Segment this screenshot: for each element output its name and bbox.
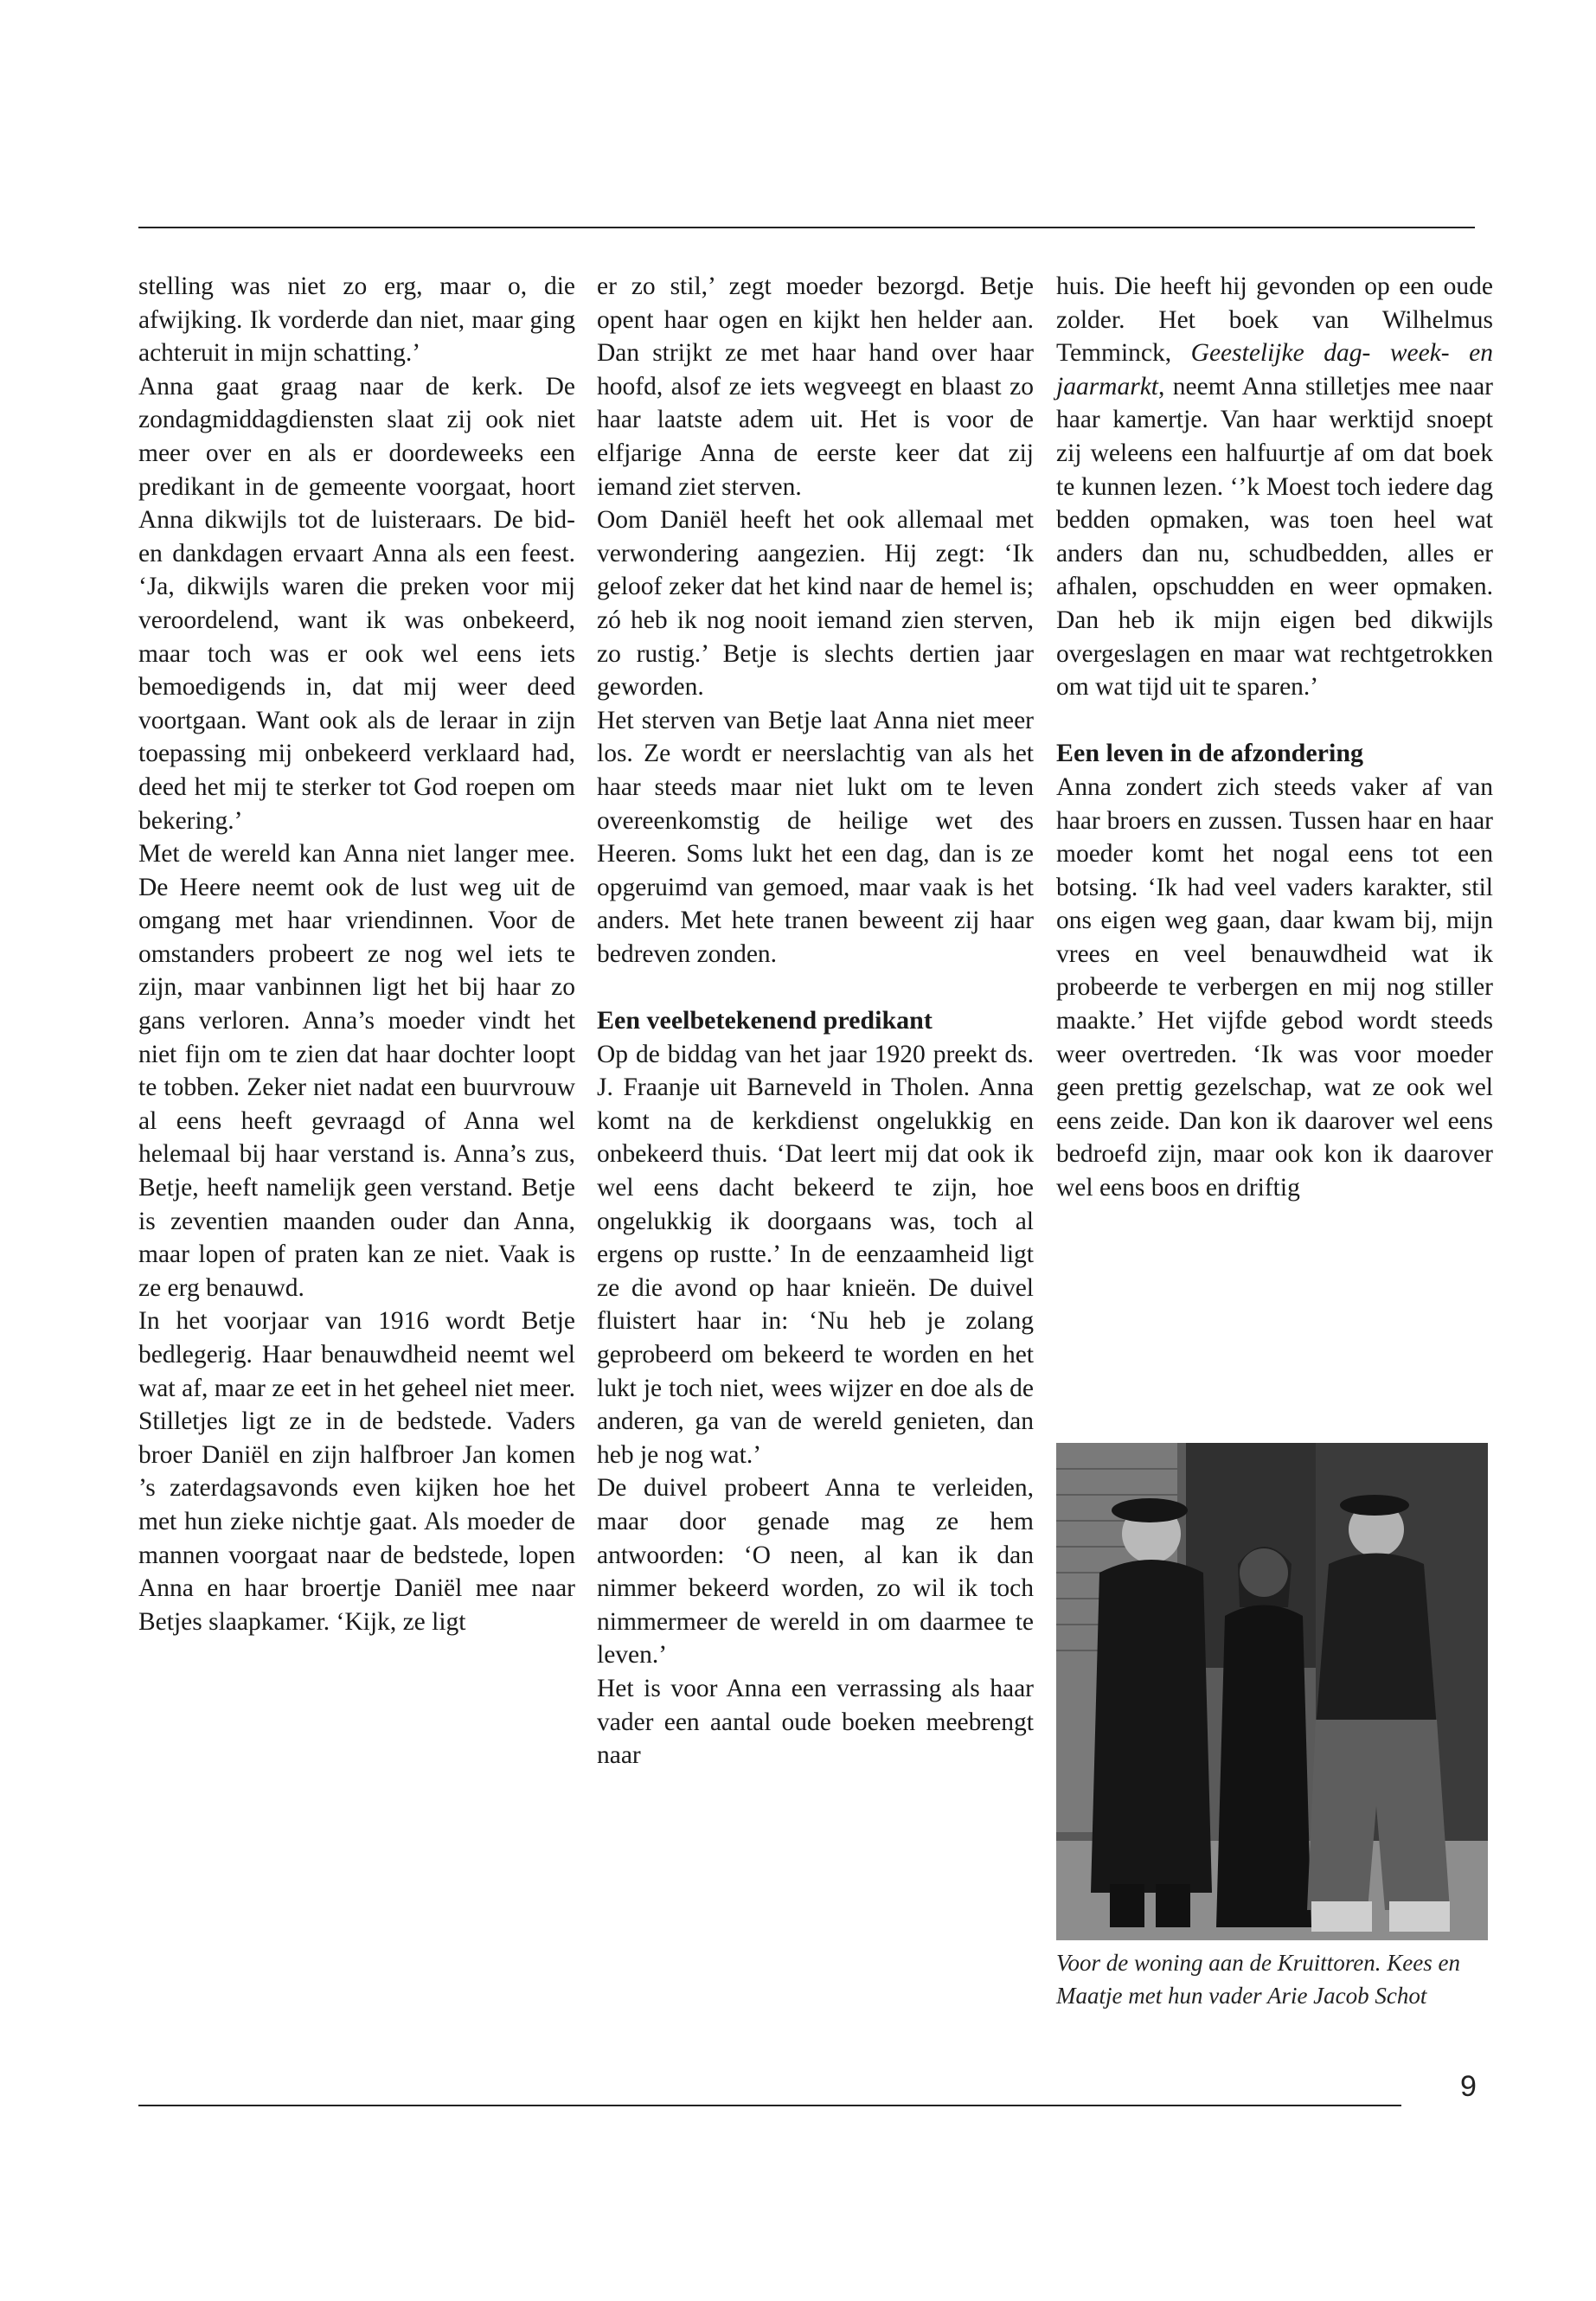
footer-rule bbox=[138, 2105, 1401, 2106]
paragraph: De duivel probeert Anna te verleiden, maar door genade mag ze hem antwoorden: ‘O neen, al kan ik dan nimmer bekeerd worden, zo wil ik toch nimmermeer de wereld in om daarmee te leven.’ bbox=[597, 1474, 1034, 1670]
section-gap bbox=[597, 971, 1034, 1004]
paragraph: Oom Daniël heeft het ook allemaal met verwondering aangezien. Hij zegt: ‘Ik geloof zeker dat het kind naar de hemel is; zó heb ik nog nooit iemand zien sterven, zo rustig.’ Betje is slechts dertien jaar geworden. bbox=[597, 506, 1034, 702]
paragraph: Het is voor Anna een verrassing als haar vader een aantal oude boeken meebrengt naar bbox=[597, 1674, 1034, 1770]
paragraph: Het sterven van Betje laat Anna niet meer los. Ze wordt er neerslachtig van als het haar steeds maar niet lukt om te leven overeenkomstig de heilige wet des Heeren. Soms lukt het een dag, dan is ze opgeruimd van gemoed, maar vaak is het anders. Met hete tranen beweent zij haar bedreven zonden. bbox=[597, 706, 1034, 968]
paragraph: Anna gaat graag naar de kerk. De zondagmiddagdiensten slaat zij ook niet meer over en als er doordeweeks een predikant in de gemeente voorgaat, hoort Anna dikwijls tot de luisteraars. De bid- en dankdagen ervaart Anna als een feest. ‘Ja, dikwijls waren die preken voor mij veroordelend, want ik was onbekeerd, maar toch was er ook wel eens iets bemoedigends in, dat mij weer deed voortgaan. Want ook als de leraar in zijn toepassing mij onbekeerd verklaard had, deed het mij te sterker tot God roepen om bekering.’ bbox=[138, 372, 575, 835]
historic-photo bbox=[1056, 1443, 1488, 1940]
book-title: Geestelijke dag- week- en jaarmarkt bbox=[1056, 339, 1493, 401]
text-column-3 bbox=[1056, 270, 1493, 1205]
paragraph: er zo stil,’ zegt moeder bezorgd. Betje opent haar ogen en kijkt hen helder aan. Dan strijkt ze met haar hand over haar hoofd, alsof ze iets wegveegt en blaast zo haar laatste adem uit. Het is voor de elfjarige Anna de eerste keer dat zij iemand ziet sterven. bbox=[597, 272, 1034, 501]
paragraph: Met de wereld kan Anna niet langer mee. De Heere neemt ook de lust weg uit de omgang met haar vriendinnen. Voor de omstanders probeert ze nog wel iets te zijn, maar vanbinnen ligt het bij haar zo gans verloren. Anna’s moeder vindt het niet fijn om te zien dat haar dochter loopt te tobben. Zeker niet nadat een buurvrouw al eens heeft gevraagd of Anna wel helemaal bij haar verstand is. Anna’s zus, Betje, heeft namelijk geen verstand. Betje is zeventien maanden ouder dan Anna, maar lopen of praten kan ze niet. Vaak is ze erg benauwd. bbox=[138, 840, 575, 1302]
section-gap bbox=[1056, 704, 1493, 738]
text-column-2 bbox=[597, 270, 1034, 1772]
page-number: 9 bbox=[1460, 2070, 1477, 2103]
photo-illustration bbox=[1056, 1443, 1488, 1940]
text-run: huis. Die heeft hij gevonden op een oude zolder. Het boek van Wilhelmus Temminck, bbox=[1056, 272, 1493, 368]
section-heading: Een leven in de afzondering bbox=[1056, 739, 1364, 768]
paragraph bbox=[1056, 270, 1493, 704]
photo-caption: Voor de woning aan de Kruittoren. Kees en Maatje met hun vader Arie Jacob Schot bbox=[1056, 1950, 1460, 2009]
text-run: , neemt Anna stilletjes mee naar haar kamertje. Van haar werktijd snoept zij weleens een halfuurtje af om dat boek te kunnen lezen. ‘’k Moest toch iedere dag bedden opmaken, was toen heel wat anders dan nu, schudbedden, alles er afhalen, opschudden en weer opmaken. Dan heb ik mijn eigen bed dikwijls overgeslagen en maar wat rechtgetrokken om wat tijd uit te sparen.’ bbox=[1056, 372, 1493, 702]
paragraph: In het voorjaar van 1916 wordt Betje bedlegerig. Haar benauwdheid neemt wel wat af, maar ze eet in het geheel niet meer. Stilletjes ligt ze in de bedstede. Vaders broer Daniël en zijn halfbroer Jan komen ’s zaterdagsavonds even kijken hoe het met hun zieke nichtje gaat. Als moeder de mannen voorgaat naar de bedstede, lopen Anna en haar broertje Daniël mee naar Betjes slaapkamer. ‘Kijk, ze ligt bbox=[138, 1307, 575, 1636]
paragraph: Anna zondert zich steeds vaker af van haar broers en zussen. Tussen haar en haar moeder komt het nogal eens tot een botsing. ‘Ik had veel vaders karakter, stil ons eigen weg gaan, daar kwam bij, mijn vrees en veel benauwdheid wat ik probeerde te verbergen en mij nog stiller maakte.’ Het vijfde gebod wordt steeds weer overtreden. ‘Ik was voor moeder geen prettig gezelschap, wat ze ook wel eens zeide. Dan kon ik daarover wel eens bedroefd zijn, maar ook kon ik daarover wel eens boos en driftig bbox=[1056, 772, 1493, 1202]
paragraph: Op de biddag van het jaar 1920 preekt ds. J. Fraanje uit Barneveld in Tholen. Anna komt na de kerkdienst ongelukkig en onbekeerd thuis. ‘Dat leert mij dat ook ik wel eens dacht bekeerd te zijn, hoe ongelukkig ik doorgaans was, toch al ergens op rustte.’ In de eenzaamheid ligt ze die avond op haar knieën. De duivel fluistert haar in: ‘Nu heb je zolang geprobeerd om bekeerd te worden en het lukt je toch niet, wees wijzer en doe als de anderen, ga van de wereld genieten, dan heb je nog wat.’ bbox=[597, 1040, 1034, 1469]
section-heading: Een veelbetekenend predikant bbox=[597, 1006, 933, 1035]
paragraph: stelling was niet zo erg, maar o, die afwijking. Ik vorderde dan niet, maar ging achteruit in mijn schatting.’ bbox=[138, 272, 575, 368]
text-column-1 bbox=[138, 270, 575, 1638]
header-rule bbox=[138, 227, 1475, 228]
